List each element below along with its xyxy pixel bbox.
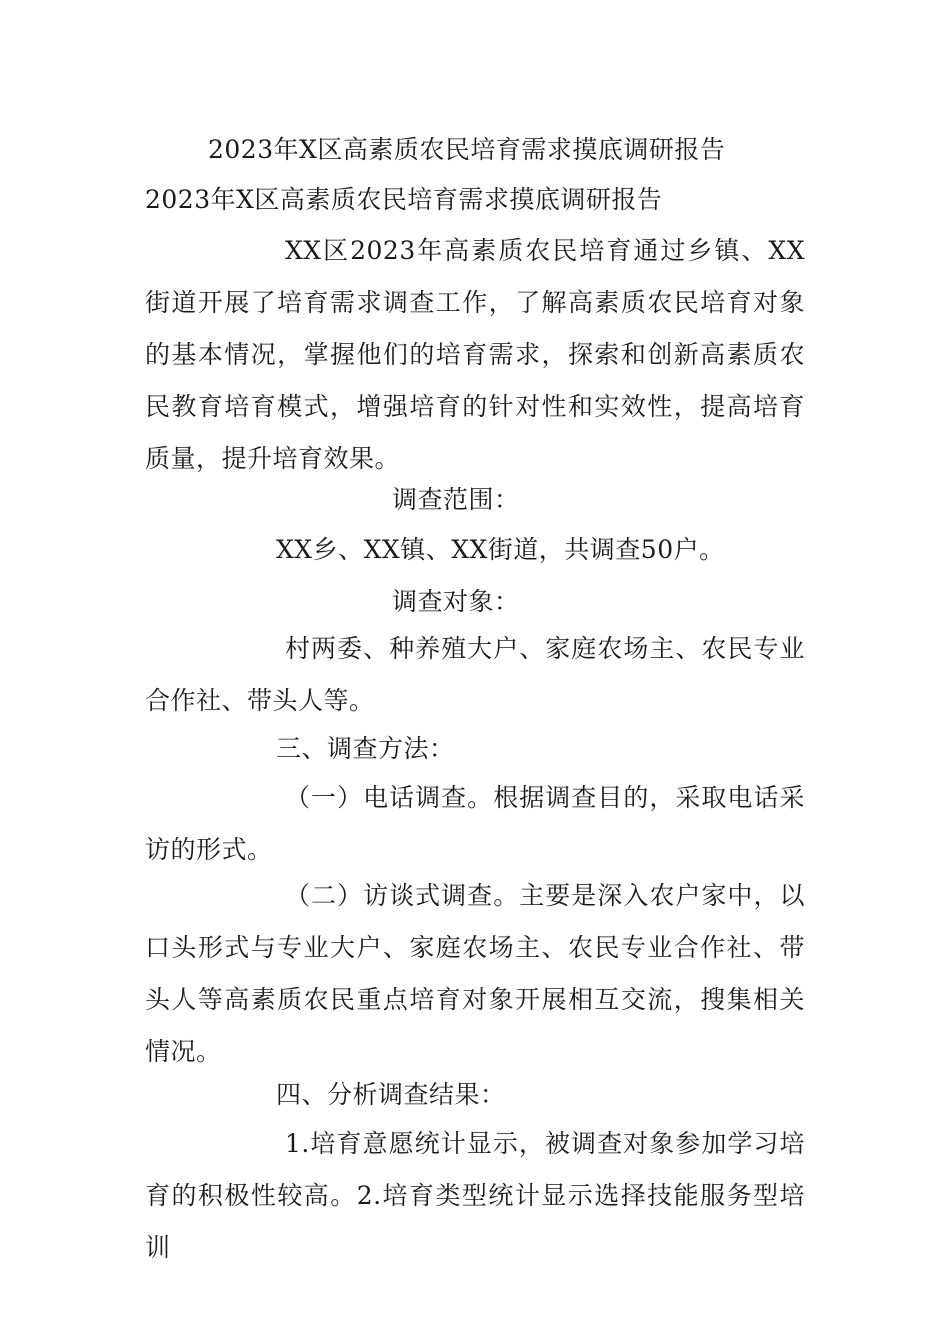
method-1-paragraph: （一）电话调查。根据调查目的，采取电话采访的形式。 xyxy=(145,783,805,864)
result-heading: 四、分析调查结果： xyxy=(276,1080,506,1109)
document-title-repeat: 2023年X区高素质农民培育需求摸底调研报告 xyxy=(145,185,663,214)
scope-text: XX乡、XX镇、XX街道，共调查50户。 xyxy=(276,535,725,564)
document-title: 2023年X区高素质农民培育需求摸底调研报告 xyxy=(208,135,726,164)
method-2-paragraph: （二）访谈式调查。主要是深入农户家中，以口头形式与专业大户、家庭农场主、农民专业合作社、带头人等高素质农民重点培育对象开展相互交流，搜集相关情况。 xyxy=(145,881,805,1066)
scope-heading: 调查范围： xyxy=(392,485,520,514)
method-heading: 三、调查方法： xyxy=(276,734,455,763)
object-heading: 调查对象： xyxy=(392,587,520,616)
result-paragraph: 1.培育意愿统计显示，被调查对象参加学习培育的积极性较高。2.培育类型统计显示选择技能服务型培训 xyxy=(145,1129,805,1262)
object-paragraph: 村两委、种养殖大户、家庭农场主、农民专业合作社、带头人等。 xyxy=(145,634,805,715)
intro-paragraph: XX区2023年高素质农民培育通过乡镇、XX街道开展了培育需求调查工作，了解高素质农民培育对象的基本情况，掌握他们的培育需求，探索和创新高素质农民教育培育模式，增强培育的针对性和实效性，提高培育质量，提升培育效果。 xyxy=(145,236,805,473)
